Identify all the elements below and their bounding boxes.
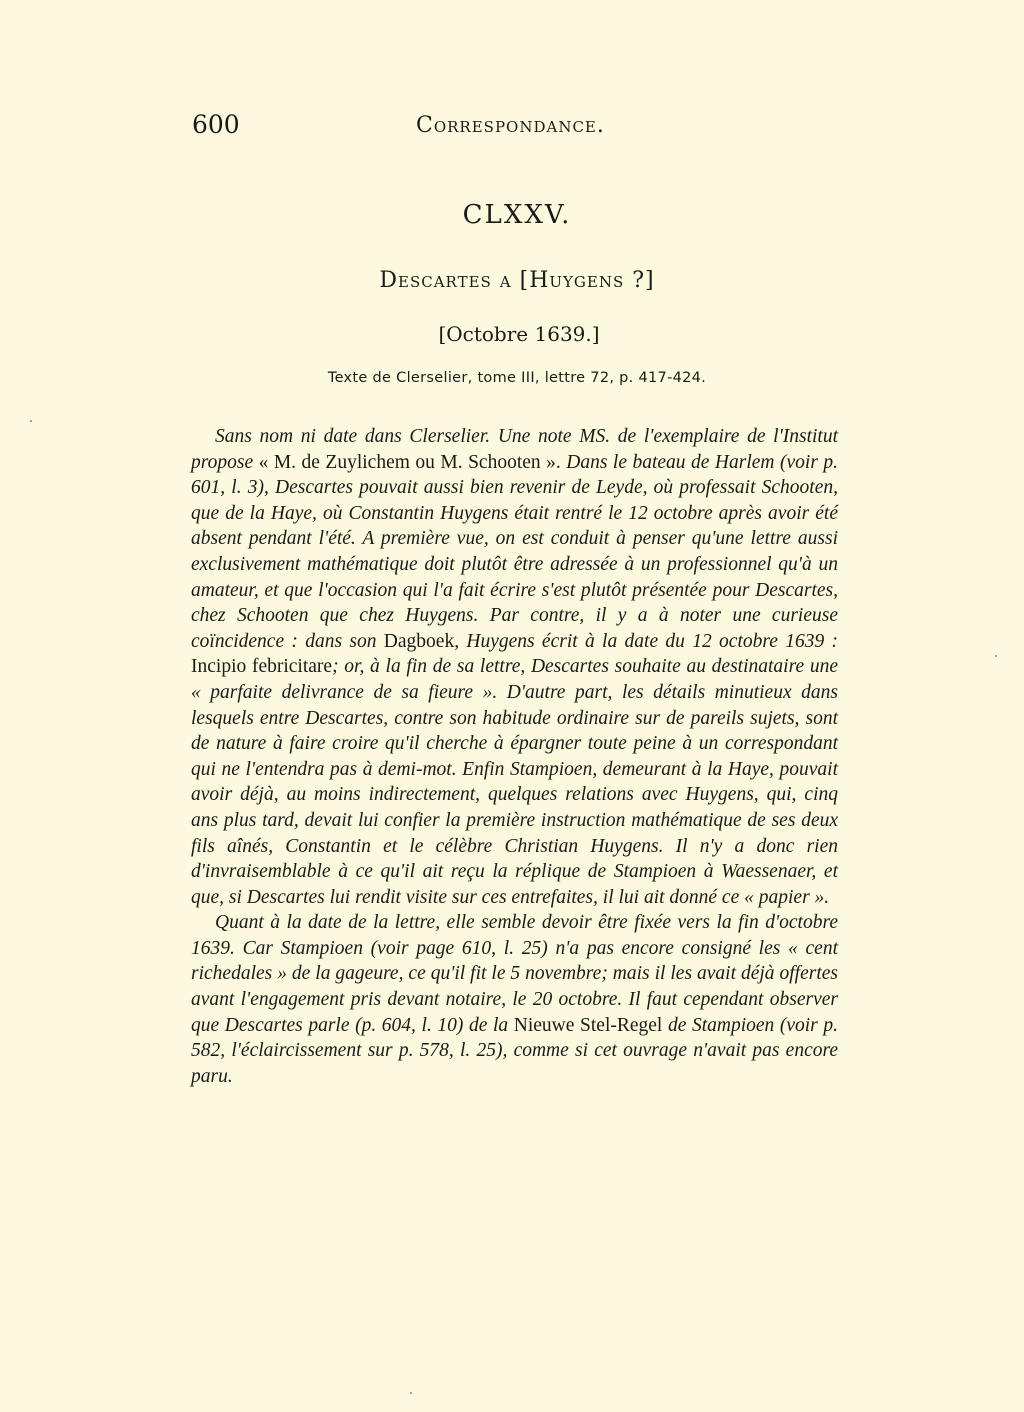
letter-date: [Octobre 1639.] (438, 322, 600, 346)
note-text: « M. de Zuylichem ou M. Schooten ». (258, 451, 561, 473)
note-text: Huygens écrit à la date du 12 octobre 1639 : (459, 630, 838, 652)
paper-speck (410, 1392, 412, 1394)
note-text: Dans le bateau de Harlem (voir p. 601, l. 3), Descartes pouvait aussi bien revenir de Leyde, où professait Schooten, que de la Haye, où Constantin Huygens était rentré le 12 octobre après avoir été absent pendant l'été. A première vue, on est conduit à penser qu'une lettre aussi exclusivement mathématique doit plutôt être adressée à un professionnel qu'à un amateur, et que l'occasion qui l'a fait écrire s'est plutôt présentée pour Descartes, chez Schooten que chez Huygens. Par contre, il y a à noter une curieuse coïncidence : dans son (191, 451, 839, 652)
page-number: 600 (192, 110, 240, 139)
running-head (192, 110, 837, 144)
note-text: Dagboek, (383, 630, 460, 652)
editorial-notes (191, 424, 838, 1089)
source-citation: Texte de Clerselier, tome III, lettre 72, p. 417-424. (327, 370, 707, 386)
note-text: Quant à la date de la lettre, elle semble devoir être fixée vers la fin d'octobre 1639. Car Stampioen (voir page 610, l. 25) n'a pas encore consigné les « cent richedales » de la gageure, ce qu'il fit le 5 novembre; mais il les avait déjà offertes avant l'engagement pris devant notaire, le 20 octobre. Il faut cependant observer que Descartes parle (p. 604, l. 10) de la (191, 912, 838, 1036)
running-title: Correspondance. (416, 113, 605, 138)
letter-number: CLXXV. (462, 200, 572, 230)
note-text: de Stampioen (voir p. 582, l'éclaircissement sur p. 578, l. 25), comme si cet ouvrage n'avait pas encore paru. (191, 1014, 838, 1087)
note-text: ; or, à la fin de sa lettre, Descartes souhaite au destinataire une « parfaite delivrance de sa fieure ». D'autre part, les détails minutieux dans lesquels entre Descartes, contre son habitude ordinaire sur de pareils sujets, sont de nature à faire croire qu'il cherche à épargner toute peine à un correspondant qui ne l'entendra pas à demi-mot. Enfin Stampioen, demeurant à la Haye, pouvait avoir déjà, au moins indirectement, quelques relations avec Huygens, qui, cinq ans plus tard, devait lui confier la première instruction mathématique de ses deux fils aînés, Constantin et le célèbre Christian Huygens. Il n'y a donc rien d'invraisemblable à ce qu'il ait reçu la réplique de Stampioen à Waessenaer, et que, si Descartes lui rendit visite sur ces entrefaites, il lui ait donné ce « papier ». (191, 656, 838, 908)
note-text: Nieuwe Stel-Regel (513, 1014, 663, 1036)
note-paragraph (191, 910, 838, 1089)
paper-speck (995, 655, 997, 657)
letter-title: Descartes a [Huygens ?] (379, 268, 655, 293)
paper-speck (30, 420, 32, 422)
note-paragraph (191, 424, 838, 910)
note-text: Sans nom ni date dans Clerselier. Une note MS. de l'exemplaire de l'Institut propose (191, 426, 838, 473)
note-text: Incipio febricitare (191, 656, 333, 678)
